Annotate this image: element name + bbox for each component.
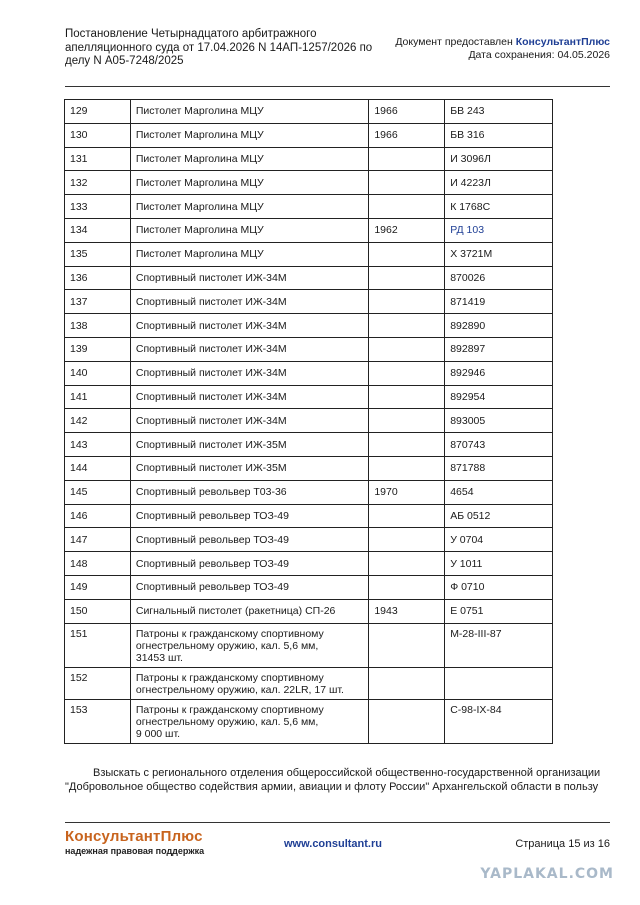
row-number: 132: [65, 171, 131, 195]
item-serial: У 0704: [445, 528, 553, 552]
item-year: [369, 314, 445, 338]
row-number: 138: [65, 314, 131, 338]
table-row: [65, 480, 553, 504]
row-number: 153: [65, 699, 131, 743]
item-serial: БВ 243: [445, 100, 553, 124]
table-row: [65, 266, 553, 290]
row-number: 137: [65, 290, 131, 314]
item-name-line: 9 000 шт.: [135, 727, 181, 740]
saved-date: Дата сохранения: 04.05.2026: [468, 48, 610, 61]
item-year: 1962: [369, 218, 445, 242]
table-row: [65, 699, 553, 743]
item-serial: [445, 667, 553, 699]
item-name: Пистолет Марголина МЦУ: [130, 242, 368, 266]
item-serial: Х 3721М: [445, 242, 553, 266]
page-number: Страница 15 из 16: [515, 838, 610, 850]
item-name-line: Патроны к гражданскому спортивному: [135, 671, 324, 684]
row-number: 141: [65, 385, 131, 409]
item-year: [369, 195, 445, 219]
table-row: [65, 171, 553, 195]
table-row: [65, 456, 553, 480]
item-name: Спортивный пистолет ИЖ-34М: [130, 314, 368, 338]
item-serial: Е 0751: [445, 599, 553, 623]
table-row: [65, 623, 553, 667]
page-footer: [65, 828, 610, 858]
document-title-line: апелляционного суда от 17.04.2026 N 14АП-1257/2026 по: [65, 41, 373, 54]
table-row: [65, 504, 553, 528]
item-serial: С-98-IX-84: [445, 699, 553, 743]
item-name: Спортивный пистолет ИЖ-34М: [130, 266, 368, 290]
item-name: Спортивный пистолет ИЖ-35М: [130, 433, 368, 457]
document-title: [65, 28, 385, 69]
item-year: [369, 242, 445, 266]
table-row: [65, 599, 553, 623]
item-serial: 871419: [445, 290, 553, 314]
row-number: 144: [65, 456, 131, 480]
logo-tagline: надежная правовая поддержка: [65, 846, 205, 856]
item-name: Сигнальный пистолет (ракетница) СП-26: [130, 599, 368, 623]
item-name-line: огнестрельному оружию, кал. 22LR, 17 шт.: [135, 683, 344, 696]
item-serial: И 3096Л: [445, 147, 553, 171]
row-number: 150: [65, 599, 131, 623]
table-row: [65, 433, 553, 457]
item-name: [130, 699, 368, 743]
table-row: [65, 314, 553, 338]
item-name-line: огнестрельному оружию, кал. 5,6 мм,: [135, 639, 319, 652]
table-row: [65, 218, 553, 242]
table-row: [65, 337, 553, 361]
item-serial: У 1011: [445, 552, 553, 576]
row-number: 129: [65, 100, 131, 124]
item-year: [369, 361, 445, 385]
table-row: [65, 552, 553, 576]
item-year: [369, 667, 445, 699]
row-number: 136: [65, 266, 131, 290]
site-link[interactable]: www.consultant.ru: [284, 838, 382, 850]
item-name: Пистолет Марголина МЦУ: [130, 123, 368, 147]
item-year: [369, 409, 445, 433]
item-name: Спортивный пистолет ИЖ-34М: [130, 409, 368, 433]
item-name-line: 31453 шт.: [135, 651, 183, 664]
provider-brand[interactable]: КонсультантПлюс: [515, 36, 610, 48]
row-number: 145: [65, 480, 131, 504]
body-paragraph: [65, 766, 610, 794]
table-row: [65, 290, 553, 314]
item-year: [369, 337, 445, 361]
item-serial: 870026: [445, 266, 553, 290]
item-serial: Ф 0710: [445, 575, 553, 599]
item-year: [369, 147, 445, 171]
paragraph-line: "Добровольное общество содействия армии, авиации и флоту России" Архангельской области в пользу: [65, 781, 599, 793]
row-number: 142: [65, 409, 131, 433]
row-number: 151: [65, 623, 131, 667]
row-number: 143: [65, 433, 131, 457]
item-name: Спортивный пистолет ИЖ-34М: [130, 385, 368, 409]
row-number: 134: [65, 218, 131, 242]
footer-divider: [65, 822, 610, 823]
item-name: [130, 667, 368, 699]
item-serial: 4654: [445, 480, 553, 504]
table-row: [65, 100, 553, 124]
document-title-line: Постановление Четырнадцатого арбитражного: [65, 28, 317, 40]
provider-prefix: Документ предоставлен: [395, 36, 516, 48]
item-year: [369, 623, 445, 667]
item-name: Спортивный пистолет ИЖ-35М: [130, 456, 368, 480]
item-name: Спортивный револьвер ТОЗ-49: [130, 504, 368, 528]
item-serial: И 4223Л: [445, 171, 553, 195]
item-serial: 892890: [445, 314, 553, 338]
item-serial: 892897: [445, 337, 553, 361]
row-number: 131: [65, 147, 131, 171]
item-name-line: Патроны к гражданскому спортивному: [135, 703, 324, 716]
item-year: [369, 385, 445, 409]
item-year: [369, 528, 445, 552]
weapons-table: [64, 99, 553, 744]
item-year: [369, 290, 445, 314]
item-name: Спортивный револьвер ТОЗ-49: [130, 575, 368, 599]
table-row: [65, 409, 553, 433]
item-year: 1943: [369, 599, 445, 623]
item-serial: М-28-III-87: [445, 623, 553, 667]
row-number: 130: [65, 123, 131, 147]
row-number: 152: [65, 667, 131, 699]
logo-name: КонсультантПлюс: [65, 828, 203, 845]
table-row: [65, 667, 553, 699]
consultant-logo[interactable]: [65, 828, 204, 856]
item-name: Пистолет Марголина МЦУ: [130, 147, 368, 171]
item-year: [369, 552, 445, 576]
item-year: [369, 575, 445, 599]
item-serial: 892946: [445, 361, 553, 385]
table-row: [65, 528, 553, 552]
item-name: Пистолет Марголина МЦУ: [130, 195, 368, 219]
item-name: [130, 623, 368, 667]
item-year: [369, 433, 445, 457]
item-name: Спортивный пистолет ИЖ-34М: [130, 290, 368, 314]
item-name-line: огнестрельному оружию, кал. 5,6 мм,: [135, 715, 319, 728]
table-row: [65, 385, 553, 409]
row-number: 139: [65, 337, 131, 361]
item-year: [369, 456, 445, 480]
item-year: [369, 699, 445, 743]
row-number: 135: [65, 242, 131, 266]
table-row: [65, 147, 553, 171]
item-serial: 893005: [445, 409, 553, 433]
row-number: 147: [65, 528, 131, 552]
table-row: [65, 242, 553, 266]
item-year: [369, 504, 445, 528]
item-name: Пистолет Марголина МЦУ: [130, 100, 368, 124]
row-number: 149: [65, 575, 131, 599]
row-number: 133: [65, 195, 131, 219]
header-divider: [65, 86, 610, 87]
watermark: YAPLAKAL.COM: [480, 866, 614, 882]
document-title-line: делу N А05-7248/2025: [65, 55, 184, 67]
item-serial: 871788: [445, 456, 553, 480]
item-name: Пистолет Марголина МЦУ: [130, 218, 368, 242]
provider-info: [395, 36, 610, 61]
item-name-line: Патроны к гражданскому спортивному: [135, 627, 324, 640]
table-row: [65, 575, 553, 599]
item-year: [369, 171, 445, 195]
item-serial: АБ 0512: [445, 504, 553, 528]
item-year: 1970: [369, 480, 445, 504]
item-name: Спортивный револьвер Т03-36: [130, 480, 368, 504]
page-header: [65, 28, 610, 84]
item-name: Спортивный револьвер ТОЗ-49: [130, 552, 368, 576]
item-name: Спортивный пистолет ИЖ-34М: [130, 337, 368, 361]
item-year: 1966: [369, 100, 445, 124]
item-serial: 892954: [445, 385, 553, 409]
item-serial: БВ 316: [445, 123, 553, 147]
item-serial: РД 103: [445, 218, 553, 242]
item-serial: 870743: [445, 433, 553, 457]
item-name: Спортивный пистолет ИЖ-34М: [130, 361, 368, 385]
item-year: 1966: [369, 123, 445, 147]
table-row: [65, 195, 553, 219]
table-row: [65, 123, 553, 147]
row-number: 146: [65, 504, 131, 528]
item-name: Спортивный револьвер ТОЗ-49: [130, 528, 368, 552]
row-number: 148: [65, 552, 131, 576]
row-number: 140: [65, 361, 131, 385]
paragraph-line: Взыскать с регионального отделения общероссийской общественно-государственной организации: [93, 767, 601, 779]
item-serial: К 1768С: [445, 195, 553, 219]
table-row: [65, 361, 553, 385]
item-name: Пистолет Марголина МЦУ: [130, 171, 368, 195]
item-year: [369, 266, 445, 290]
